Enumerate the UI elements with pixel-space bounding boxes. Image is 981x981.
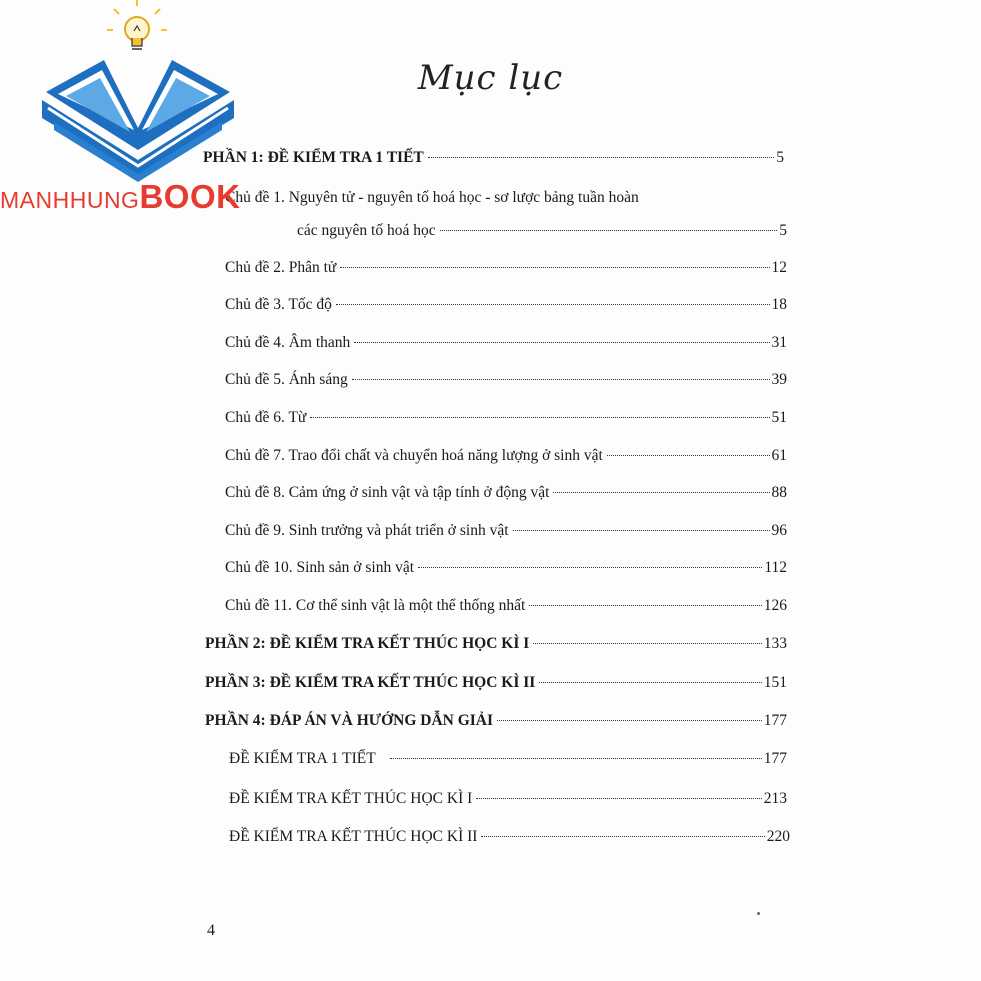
toc-entry-page: 126 (763, 597, 787, 614)
toc-entry-label: PHẦN 3: ĐỀ KIỂM TRA KẾT THÚC HỌC KÌ II (205, 674, 536, 691)
toc-entry-label: Chủ đề 1. Nguyên tử - nguyên tố hoá học - sơ lược bảng tuần hoàn (225, 189, 639, 206)
leader-dots (481, 836, 764, 837)
toc-entry-topic6 (0, 408, 981, 428)
toc-entry-topic9 (0, 521, 981, 541)
brand-wordmark (0, 178, 240, 216)
leader-dots (476, 798, 761, 799)
toc-entry-topic4 (0, 333, 981, 353)
leader-dots (440, 230, 778, 231)
leader-dots (390, 758, 762, 759)
leader-dots (497, 720, 762, 721)
toc-entry-label: ĐỀ KIỂM TRA KẾT THÚC HỌC KÌ I (229, 790, 473, 807)
leader-dots (553, 492, 769, 493)
toc-entry-label: Chủ đề 9. Sinh trưởng và phát triển ở sinh vật (225, 522, 509, 539)
toc-entry-topic8 (0, 483, 981, 503)
toc-entry-label: Chủ đề 2. Phân tử (225, 259, 337, 276)
toc-entry-label: Chủ đề 3. Tốc độ (225, 296, 332, 313)
toc-entry-part2 (0, 634, 981, 654)
page-title: Mục lục (417, 58, 564, 98)
toc-entry-label: Chủ đề 8. Cảm ứng ở sinh vật và tập tính ở động vật (225, 484, 550, 501)
brand-wordmark-part1: MANHHUNG (0, 187, 140, 213)
toc-entry-page: 31 (771, 334, 787, 351)
toc-entry-answers1 (0, 749, 981, 769)
toc-entry-page: 5 (776, 149, 784, 166)
open-book-icon (42, 60, 234, 182)
leader-dots (418, 567, 762, 568)
leader-dots (340, 267, 769, 268)
toc-entry-page: 61 (771, 447, 787, 464)
toc-entry-topic5 (0, 370, 981, 390)
toc-entry-label: Chủ đề 10. Sinh sản ở sinh vật (225, 559, 415, 576)
leader-dots (352, 379, 770, 380)
toc-entry-page: 5 (779, 222, 787, 239)
toc-entry-page: 133 (763, 635, 787, 652)
scan-speck (757, 912, 760, 915)
toc-entry-topic7 (0, 446, 981, 466)
toc-entry-page: 51 (771, 409, 787, 426)
toc-entry-label: Chủ đề 5. Ánh sáng (225, 371, 348, 388)
toc-entry-label: Chủ đề 4. Âm thanh (225, 334, 351, 351)
leader-dots (336, 304, 770, 305)
toc-entry-page: 151 (763, 674, 787, 691)
toc-entry-topic2 (0, 258, 981, 278)
brand-logo (0, 0, 290, 215)
lightbulb-icon (107, 0, 167, 49)
toc-entry-part4 (0, 711, 981, 731)
toc-entry-label: Chủ đề 11. Cơ thể sinh vật là một thể thống nhất (225, 597, 526, 614)
toc-entry-label: PHẦN 1: ĐỀ KIỂM TRA 1 TIẾT (203, 149, 424, 166)
leader-dots (607, 455, 770, 456)
toc-entry-answers3 (0, 827, 981, 847)
toc-entry-page: 112 (764, 559, 787, 576)
toc-entry-part3 (0, 673, 981, 693)
toc-entry-label: PHẦN 4: ĐÁP ÁN VÀ HƯỚNG DẪN GIẢI (205, 712, 494, 729)
toc-entry-page: 220 (766, 828, 790, 845)
toc-entry-page: 96 (771, 522, 787, 539)
toc-entry-label-continued: các nguyên tố hoá học (297, 222, 436, 239)
toc-entry-page: 88 (771, 484, 787, 501)
toc-entry-topic10 (0, 558, 981, 578)
toc-entry-topic3 (0, 295, 981, 315)
leader-dots (428, 157, 774, 158)
toc-entry-label: Chủ đề 6. Từ (225, 409, 307, 426)
toc-entry-label: PHẦN 2: ĐỀ KIỂM TRA KẾT THÚC HỌC KÌ I (205, 635, 530, 652)
toc-entry-page: 177 (763, 712, 787, 729)
page-number: 4 (207, 922, 215, 939)
toc-entry-page: 39 (771, 371, 787, 388)
toc-entry-topic1-line2 (0, 221, 981, 241)
leader-dots (533, 643, 761, 644)
toc-entry-topic11 (0, 596, 981, 616)
leader-dots (354, 342, 769, 343)
leader-dots (529, 605, 761, 606)
toc-entry-page: 213 (763, 790, 787, 807)
leader-dots (539, 682, 761, 683)
brand-wordmark-part2: BOOK (139, 178, 241, 215)
toc-entry-label: ĐỀ KIỂM TRA 1 TIẾT (229, 750, 376, 767)
toc-entry-page: 177 (763, 750, 787, 767)
toc-entry-label: ĐỀ KIỂM TRA KẾT THÚC HỌC KÌ II (229, 828, 478, 845)
toc-entry-answers2 (0, 789, 981, 809)
toc-entry-label: Chủ đề 7. Trao đổi chất và chuyển hoá năng lượng ở sinh vật (225, 447, 603, 464)
leader-dots (513, 530, 770, 531)
toc-entry-page: 18 (771, 296, 787, 313)
leader-dots (310, 417, 769, 418)
toc-entry-page: 12 (771, 259, 787, 276)
